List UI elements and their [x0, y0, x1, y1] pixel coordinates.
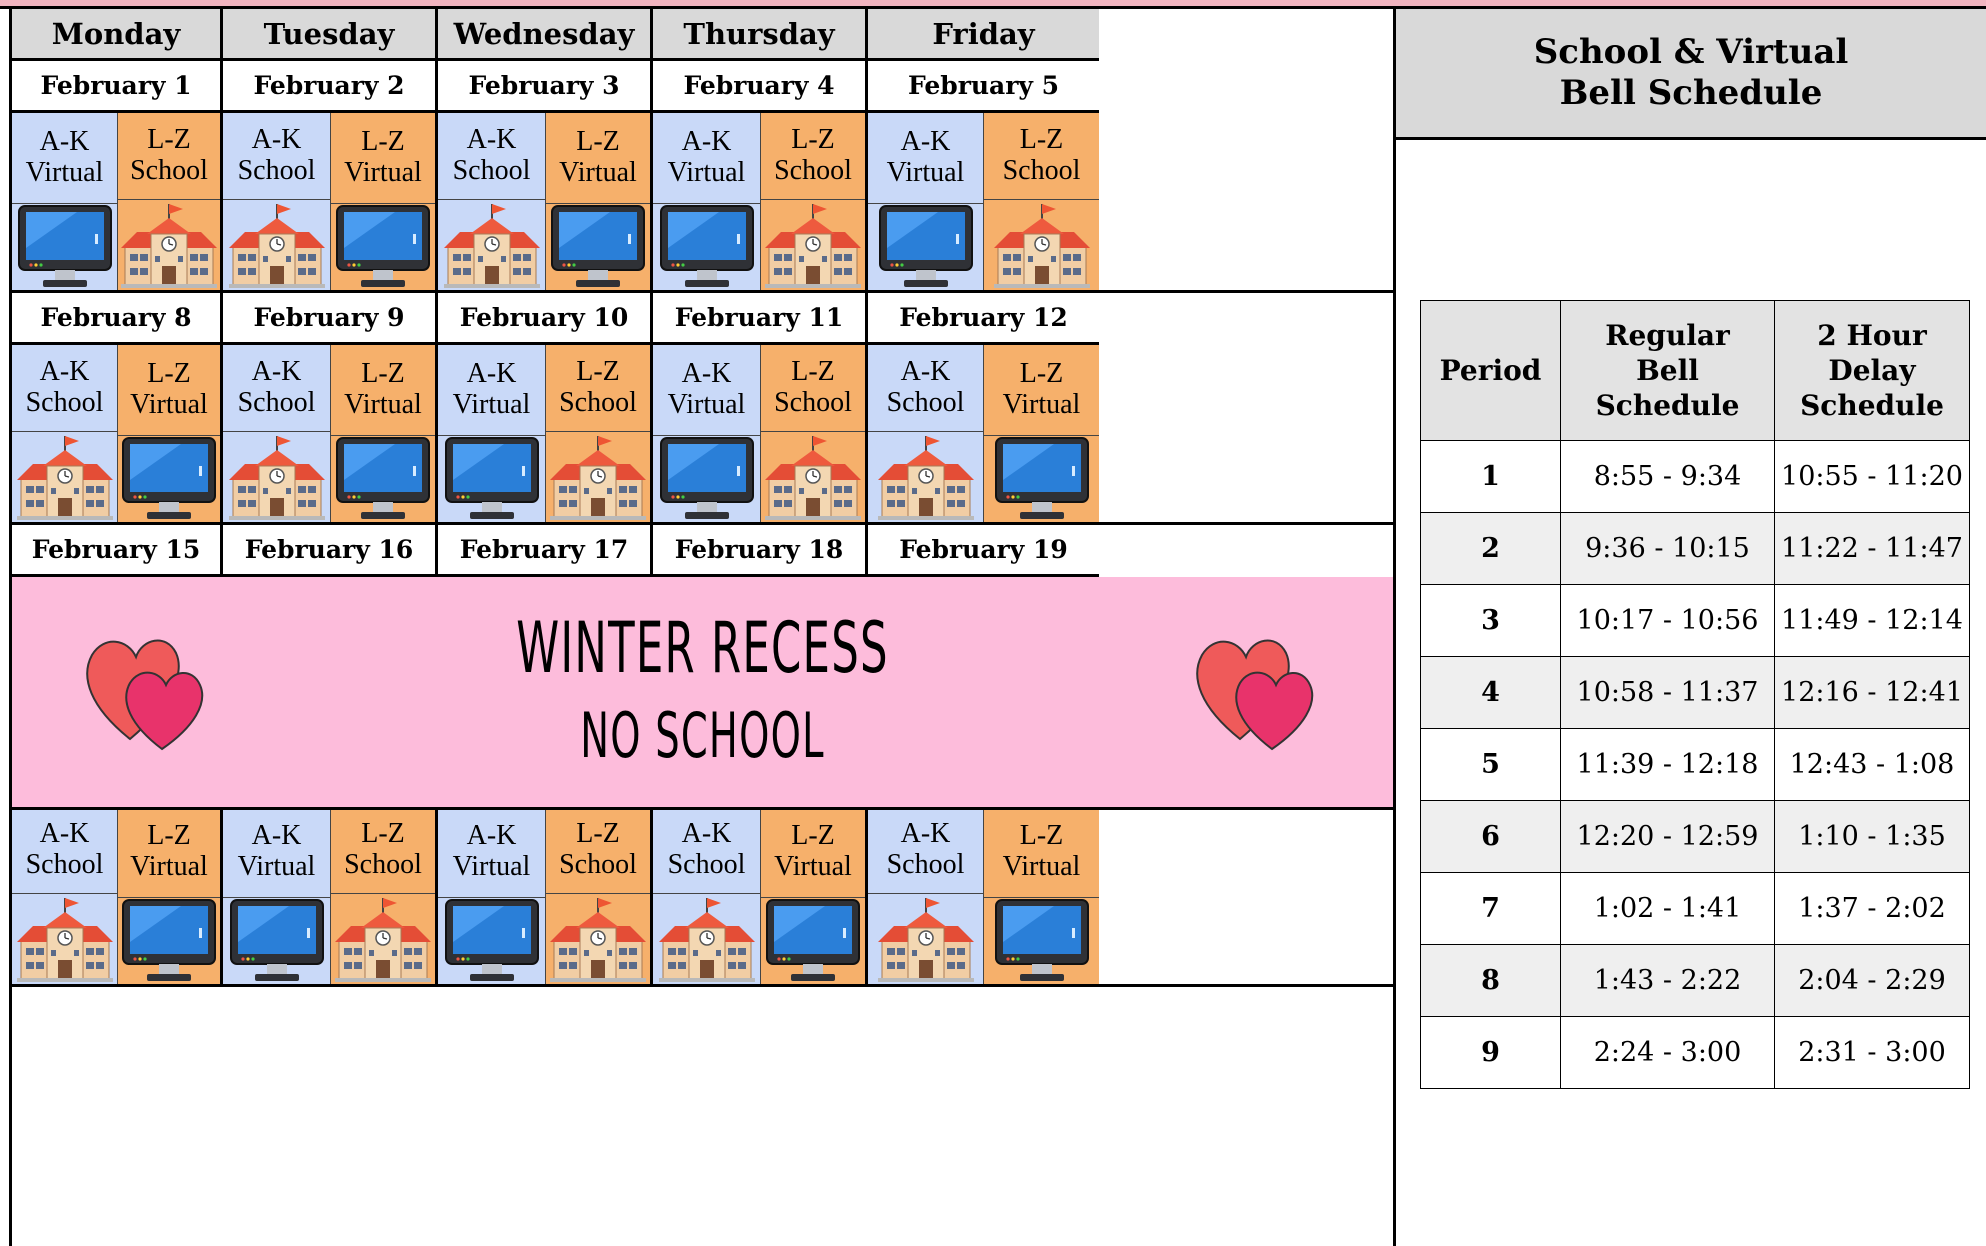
date-cell: February 16	[223, 525, 438, 577]
table-row	[1421, 801, 1970, 873]
attendance-mode: Virtual	[774, 851, 852, 882]
group-label	[438, 345, 545, 436]
table-row	[1421, 585, 1970, 657]
attendance-mode: School	[1002, 155, 1081, 186]
hearts-icon	[1190, 627, 1320, 757]
group-label	[653, 345, 760, 436]
recess-title: WINTER RECESS	[516, 607, 889, 689]
group-label	[12, 345, 117, 432]
group-name: L-Z	[791, 356, 835, 388]
regular-time: 12:20 - 12:59	[1561, 801, 1775, 873]
regular-header-line: Regular	[1605, 319, 1730, 352]
attendance-mode: Virtual	[25, 157, 104, 188]
attendance-mode: School	[774, 387, 852, 418]
computer-monitor-icon	[984, 436, 1099, 522]
regular-time: 10:58 - 11:37	[1561, 657, 1775, 729]
school-building-icon	[868, 894, 983, 984]
period-number: 6	[1421, 801, 1561, 873]
group-label	[984, 345, 1099, 436]
february-calendar	[9, 9, 1396, 1246]
group-ak-cell	[438, 807, 546, 984]
bell-title-line1: School & Virtual	[1533, 32, 1849, 73]
group-name: L-Z	[147, 820, 191, 852]
date-cell: February 5	[868, 61, 1099, 113]
period-number: 3	[1421, 585, 1561, 657]
table-row	[1421, 657, 1970, 729]
group-label	[653, 807, 760, 894]
group-ak-cell	[868, 345, 984, 522]
delay-schedule-header	[1775, 301, 1970, 441]
attendance-mode: Virtual	[130, 851, 208, 882]
computer-monitor-icon	[438, 898, 545, 984]
group-name: L-Z	[791, 124, 835, 156]
group-lz-cell	[761, 345, 868, 522]
computer-monitor-icon	[331, 204, 435, 290]
period-number: 2	[1421, 513, 1561, 585]
group-ak-cell	[868, 113, 984, 290]
group-name: L-Z	[361, 818, 405, 850]
winter-recess-banner	[12, 577, 1393, 810]
group-lz-cell	[984, 113, 1099, 290]
attendance-mode: Virtual	[667, 389, 746, 420]
group-label	[761, 345, 865, 432]
group-name: A-K	[900, 818, 951, 850]
group-name: L-Z	[576, 356, 620, 388]
regular-time: 2:24 - 3:00	[1561, 1017, 1775, 1089]
group-label	[984, 113, 1099, 200]
date-cell: February 15	[12, 525, 223, 577]
group-label	[546, 807, 650, 894]
date-cell: February 11	[653, 293, 868, 345]
period-number: 1	[1421, 441, 1561, 513]
weekday-header-row	[12, 9, 1393, 61]
delay-header-line: Schedule	[1800, 389, 1944, 422]
regular-time: 9:36 - 10:15	[1561, 513, 1775, 585]
top-border-bar	[0, 0, 1986, 9]
group-ak-cell	[12, 113, 118, 290]
date-cell: February 9	[223, 293, 438, 345]
day-header-thursday: Thursday	[653, 9, 868, 61]
group-name: L-Z	[1019, 124, 1064, 156]
hearts-icon	[80, 627, 210, 757]
group-name: A-K	[466, 358, 517, 390]
regular-time: 1:02 - 1:41	[1561, 873, 1775, 945]
group-label	[868, 113, 983, 204]
group-name: L-Z	[576, 818, 620, 850]
group-label	[118, 807, 220, 898]
week-schedule-row	[12, 345, 1393, 525]
computer-monitor-icon	[118, 436, 220, 522]
day-header-tuesday: Tuesday	[223, 9, 438, 61]
date-cell: February 4	[653, 61, 868, 113]
group-label	[761, 113, 865, 200]
group-label	[223, 113, 330, 200]
school-building-icon	[653, 894, 760, 984]
group-lz-cell	[331, 345, 438, 522]
period-number: 8	[1421, 945, 1561, 1017]
delay-time: 1:37 - 2:02	[1775, 873, 1970, 945]
group-label	[653, 113, 760, 204]
regular-header-line: Bell	[1636, 354, 1699, 387]
delay-header-line: Delay	[1828, 354, 1916, 387]
group-ak-cell	[438, 345, 546, 522]
group-ak-cell	[868, 807, 984, 984]
group-lz-cell	[984, 807, 1099, 984]
date-cell: February 18	[653, 525, 868, 577]
delay-time: 11:49 - 12:14	[1775, 585, 1970, 657]
delay-time: 12:16 - 12:41	[1775, 657, 1970, 729]
attendance-mode: School	[130, 155, 208, 186]
date-cell: February 8	[12, 293, 223, 345]
computer-monitor-icon	[118, 898, 220, 984]
table-row	[1421, 1017, 1970, 1089]
group-ak-cell	[12, 807, 118, 984]
group-name: A-K	[466, 820, 517, 852]
group-lz-cell	[984, 345, 1099, 522]
group-name: L-Z	[1019, 820, 1064, 852]
group-name: L-Z	[576, 126, 620, 158]
period-number: 4	[1421, 657, 1561, 729]
delay-time: 2:31 - 3:00	[1775, 1017, 1970, 1089]
group-name: A-K	[251, 820, 302, 852]
attendance-mode: Virtual	[130, 389, 208, 420]
group-name: A-K	[900, 356, 951, 388]
date-row	[12, 61, 1393, 113]
date-cell: February 10	[438, 293, 653, 345]
recess-subtitle: NO SCHOOL	[580, 699, 825, 772]
attendance-mode: School	[886, 387, 965, 418]
week-schedule-row	[12, 113, 1393, 293]
attendance-mode: Virtual	[1002, 389, 1081, 420]
group-name: A-K	[251, 124, 302, 156]
school-building-icon	[118, 200, 220, 290]
group-label	[12, 807, 117, 894]
school-building-icon	[12, 894, 117, 984]
group-name: A-K	[466, 124, 517, 156]
group-lz-cell	[118, 345, 223, 522]
group-label	[223, 807, 330, 898]
bell-table-header-row	[1421, 301, 1970, 441]
group-name: A-K	[681, 126, 732, 158]
day-header-friday: Friday	[868, 9, 1099, 61]
period-number: 5	[1421, 729, 1561, 801]
table-row	[1421, 945, 1970, 1017]
attendance-mode: School	[886, 849, 965, 880]
group-lz-cell	[118, 807, 223, 984]
group-ak-cell	[653, 345, 761, 522]
group-name: A-K	[251, 356, 302, 388]
regular-time: 1:43 - 2:22	[1561, 945, 1775, 1017]
group-label	[546, 345, 650, 432]
bell-schedule-table	[1420, 300, 1970, 1089]
date-cell: February 2	[223, 61, 438, 113]
period-number: 9	[1421, 1017, 1561, 1089]
bell-schedule-title	[1396, 9, 1986, 140]
attendance-mode: School	[559, 387, 637, 418]
group-name: L-Z	[147, 124, 191, 156]
group-label	[118, 345, 220, 436]
group-ak-cell	[223, 807, 331, 984]
group-label	[223, 345, 330, 432]
attendance-mode: Virtual	[1002, 851, 1081, 882]
regular-time: 8:55 - 9:34	[1561, 441, 1775, 513]
attendance-mode: School	[237, 155, 316, 186]
day-header-monday: Monday	[12, 9, 223, 61]
computer-monitor-icon	[653, 204, 760, 290]
attendance-mode: Virtual	[667, 157, 746, 188]
attendance-mode: Virtual	[237, 851, 316, 882]
date-cell: February 12	[868, 293, 1099, 345]
school-building-icon	[546, 432, 650, 522]
attendance-mode: School	[559, 849, 637, 880]
school-building-icon	[223, 200, 330, 290]
group-label	[331, 807, 435, 894]
table-row	[1421, 513, 1970, 585]
regular-schedule-header	[1561, 301, 1775, 441]
group-ak-cell	[223, 345, 331, 522]
group-name: A-K	[681, 358, 732, 390]
delay-header-line: 2 Hour	[1817, 319, 1927, 352]
regular-header-line: Schedule	[1595, 389, 1740, 422]
group-lz-cell	[546, 113, 653, 290]
group-lz-cell	[761, 113, 868, 290]
computer-monitor-icon	[546, 204, 650, 290]
date-row	[12, 293, 1393, 345]
computer-monitor-icon	[761, 898, 865, 984]
group-lz-cell	[331, 113, 438, 290]
school-building-icon	[438, 200, 545, 290]
group-name: A-K	[39, 818, 90, 850]
delay-time: 11:22 - 11:47	[1775, 513, 1970, 585]
school-building-icon	[331, 894, 435, 984]
group-name: A-K	[681, 818, 732, 850]
period-number: 7	[1421, 873, 1561, 945]
attendance-mode: Virtual	[886, 157, 965, 188]
delay-time: 1:10 - 1:35	[1775, 801, 1970, 873]
school-building-icon	[984, 200, 1099, 290]
group-name: L-Z	[1019, 358, 1064, 390]
regular-time: 10:17 - 10:56	[1561, 585, 1775, 657]
attendance-mode: Virtual	[559, 157, 637, 188]
group-label	[984, 807, 1099, 898]
attendance-mode: Virtual	[452, 851, 531, 882]
attendance-mode: School	[237, 387, 316, 418]
group-name: A-K	[900, 126, 951, 158]
group-ak-cell	[223, 113, 331, 290]
attendance-mode: Virtual	[344, 157, 422, 188]
group-label	[761, 807, 865, 898]
school-building-icon	[12, 432, 117, 522]
period-header: Period	[1421, 301, 1561, 441]
regular-time: 11:39 - 12:18	[1561, 729, 1775, 801]
group-lz-cell	[546, 345, 653, 522]
group-name: L-Z	[791, 820, 835, 852]
group-lz-cell	[118, 113, 223, 290]
school-building-icon	[223, 432, 330, 522]
delay-time: 10:55 - 11:20	[1775, 441, 1970, 513]
table-row	[1421, 873, 1970, 945]
date-cell: February 19	[868, 525, 1099, 577]
group-label	[868, 807, 983, 894]
group-ak-cell	[12, 345, 118, 522]
attendance-mode: School	[774, 155, 852, 186]
attendance-mode: School	[25, 849, 104, 880]
school-building-icon	[761, 200, 865, 290]
group-lz-cell	[331, 807, 438, 984]
bell-title-line2: Bell Schedule	[1559, 73, 1823, 113]
attendance-mode: Virtual	[344, 389, 422, 420]
day-header-wednesday: Wednesday	[438, 9, 653, 61]
group-label	[438, 807, 545, 898]
group-label	[331, 113, 435, 204]
delay-time: 2:04 - 2:29	[1775, 945, 1970, 1017]
computer-monitor-icon	[984, 898, 1099, 984]
group-name: L-Z	[361, 358, 405, 390]
table-row	[1421, 441, 1970, 513]
attendance-mode: School	[344, 849, 422, 880]
group-label	[438, 113, 545, 200]
group-lz-cell	[546, 807, 653, 984]
group-label	[868, 345, 983, 432]
group-ak-cell	[438, 113, 546, 290]
school-building-icon	[546, 894, 650, 984]
group-label	[331, 345, 435, 436]
school-building-icon	[761, 432, 865, 522]
attendance-mode: Virtual	[452, 389, 531, 420]
computer-monitor-icon	[223, 898, 330, 984]
computer-monitor-icon	[331, 436, 435, 522]
group-name: A-K	[39, 356, 90, 388]
date-cell: February 17	[438, 525, 653, 577]
group-lz-cell	[761, 807, 868, 984]
delay-time: 12:43 - 1:08	[1775, 729, 1970, 801]
group-label	[546, 113, 650, 204]
group-label	[118, 113, 220, 200]
group-name: A-K	[39, 126, 90, 158]
date-cell: February 3	[438, 61, 653, 113]
computer-monitor-icon	[653, 436, 760, 522]
group-label	[12, 113, 117, 204]
group-name: L-Z	[147, 358, 191, 390]
group-ak-cell	[653, 113, 761, 290]
date-cell: February 1	[12, 61, 223, 113]
attendance-mode: School	[452, 155, 531, 186]
table-row	[1421, 729, 1970, 801]
computer-monitor-icon	[868, 204, 983, 290]
school-building-icon	[868, 432, 983, 522]
group-name: L-Z	[361, 126, 405, 158]
week-schedule-row	[12, 807, 1393, 987]
group-ak-cell	[653, 807, 761, 984]
computer-monitor-icon	[12, 204, 117, 290]
computer-monitor-icon	[438, 436, 545, 522]
attendance-mode: School	[25, 387, 104, 418]
attendance-mode: School	[667, 849, 746, 880]
date-row	[12, 525, 1393, 577]
